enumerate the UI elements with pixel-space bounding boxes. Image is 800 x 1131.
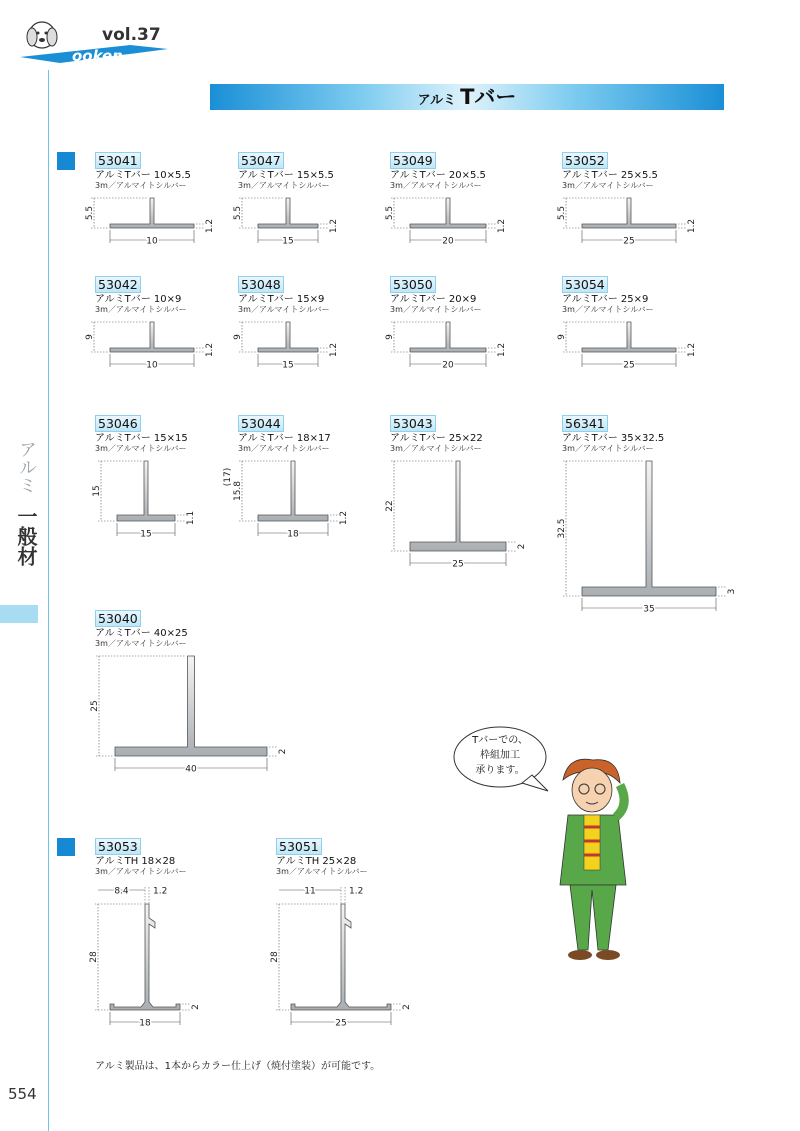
tbar-code: 53047 <box>238 152 284 169</box>
height-dimension-label: 22 <box>385 500 395 512</box>
bubble-line: 枠組加工 <box>480 750 520 761</box>
tbar-name: アルミTバー 15×5.5 <box>238 170 334 181</box>
bubble-line: 承ります。 <box>475 765 525 776</box>
width-dimension-label: 20 <box>442 236 454 247</box>
volume-label: vol.37 <box>102 25 161 45</box>
tbar-name: アルミTバー 35×32.5 <box>562 433 665 444</box>
th-code: 53053 <box>95 838 141 855</box>
bubble-line: Tバーでの、 <box>472 735 528 746</box>
th-code: 53051 <box>276 838 322 855</box>
height-dimension-label: 5.5 <box>557 205 567 221</box>
thickness-dimension-label: 1.2 <box>329 342 339 358</box>
tbar-name: アルミTバー 40×25 <box>95 628 188 639</box>
width-dimension-label: 25 <box>452 559 464 570</box>
thickness-dimension-label: 2 <box>517 543 527 550</box>
thickness-dimension-label: 1.2 <box>329 218 339 234</box>
tbar-profile <box>110 322 194 352</box>
tbar-spec: 3m／アルマイトシルバー <box>238 305 330 314</box>
tbar-spec: 3m／アルマイトシルバー <box>238 444 330 453</box>
tbar-diagram <box>556 194 710 258</box>
tbar-code: 53041 <box>95 152 141 169</box>
tbar-code: 53052 <box>562 152 608 169</box>
tbar-name: アルミTバー 10×5.5 <box>95 170 191 181</box>
tbar-code: 53043 <box>390 415 436 432</box>
tbar-diagram <box>89 652 301 786</box>
top-offset-label: 8.4 <box>114 886 129 897</box>
tbar-diagram <box>223 457 362 551</box>
height-dimension-label: 9 <box>385 334 395 340</box>
tbar-code: 53050 <box>390 276 436 293</box>
section-marker-th <box>57 838 75 856</box>
tbar-profile <box>258 461 328 521</box>
tbar-spec: 3m／アルマイトシルバー <box>390 181 482 190</box>
tbar-spec: 3m／アルマイトシルバー <box>390 305 482 314</box>
brand-name: ooken <box>72 47 123 65</box>
tbar-profile <box>410 198 486 228</box>
tbar-profile <box>582 322 676 352</box>
tbar-diagram <box>384 194 520 258</box>
thickness-dimension-label: 1.2 <box>687 342 697 358</box>
height-dimension-label: 9 <box>85 334 95 340</box>
tbar-name: アルミTバー 25×22 <box>390 433 483 444</box>
side-label-aluminum: アルミ <box>16 440 37 494</box>
tbar-diagram <box>91 457 209 551</box>
side-label-general: 一般材 <box>14 506 38 566</box>
title-large: Tバー <box>460 85 517 109</box>
thickness-dimension-label: 2 <box>278 748 288 755</box>
th-diagram <box>271 880 411 1040</box>
tbar-code: 56341 <box>562 415 608 432</box>
tbar-diagram <box>232 194 352 258</box>
tbar-name: アルミTバー 20×9 <box>390 294 477 305</box>
height-dimension-label: 25 <box>90 700 100 712</box>
th-diagram <box>90 880 230 1040</box>
tbar-name: アルミTバー 15×15 <box>95 433 188 444</box>
mascot-illustration <box>548 755 638 965</box>
top-offset-label: 11 <box>304 886 316 897</box>
tbar-spec: 3m／アルマイトシルバー <box>95 181 187 190</box>
tbar-name: アルミTバー 20×5.5 <box>390 170 486 181</box>
tbar-profile <box>258 322 318 352</box>
width-dimension-label: 15 <box>140 529 152 540</box>
footnote: アルミ製品は、1本からカラー仕上げ（焼付塗装）が可能です。 <box>95 1061 381 1072</box>
height-dimension-label: 15.8 <box>233 480 243 502</box>
height-dimension-label: 5.5 <box>385 205 395 221</box>
thickness-dimension-label: 2 <box>191 1004 201 1010</box>
tbar-profile <box>582 198 676 228</box>
tbar-code: 53048 <box>238 276 284 293</box>
width-dimension-label: 10 <box>146 236 158 247</box>
tbar-code: 53040 <box>95 610 141 627</box>
tbar-spec: 3m／アルマイトシルバー <box>95 639 187 648</box>
th-profile <box>291 904 391 1010</box>
height-dimension-label: 28 <box>89 951 99 963</box>
height-dimension-label: 28 <box>270 951 280 963</box>
thickness-dimension-label: 1.2 <box>205 218 215 234</box>
tbar-code: 53042 <box>95 276 141 293</box>
tbar-diagram <box>84 318 228 382</box>
tbar-code: 53046 <box>95 415 141 432</box>
thickness-dimension-label: 1.2 <box>339 510 349 526</box>
height-dimension-label: 5.5 <box>85 205 95 221</box>
tbar-profile <box>410 461 506 551</box>
width-dimension-label: 20 <box>442 360 454 371</box>
height-dimension-label: 9 <box>557 334 567 340</box>
thickness-dimension-label: 1.2 <box>205 342 215 358</box>
tbar-name: アルミTバー 10×9 <box>95 294 182 305</box>
tbar-profile <box>258 198 318 228</box>
tbar-code: 53054 <box>562 276 608 293</box>
tbar-code: 53049 <box>390 152 436 169</box>
thickness-dimension-label: 3 <box>727 588 737 595</box>
width-dimension-label: 18 <box>287 529 299 540</box>
tbar-profile <box>110 198 194 228</box>
width-dimension-label: 10 <box>146 360 158 371</box>
width-dimension-label: 25 <box>623 236 635 247</box>
side-tab-block <box>0 605 38 623</box>
height-dimension-label: 9 <box>233 334 243 340</box>
tbar-name: アルミTバー 25×9 <box>562 294 649 305</box>
tbar-name: アルミTバー 25×5.5 <box>562 170 658 181</box>
tbar-profile <box>117 461 175 521</box>
tbar-spec: 3m／アルマイトシルバー <box>562 444 654 453</box>
overall-height-label: (17) <box>223 467 233 487</box>
th-spec: 3m／アルマイトシルバー <box>95 867 187 876</box>
speech-bubble-text <box>452 733 548 778</box>
width-dimension-label: 40 <box>185 764 197 775</box>
section-marker-tbar <box>57 152 75 170</box>
tbar-spec: 3m／アルマイトシルバー <box>238 181 330 190</box>
tbar-diagram <box>84 194 228 258</box>
thickness-dimension-label: 2 <box>402 1004 412 1010</box>
width-dimension-label: 35 <box>643 604 655 615</box>
tbar-spec: 3m／アルマイトシルバー <box>95 444 187 453</box>
tbar-diagram <box>384 318 520 382</box>
width-dimension-label: 25 <box>335 1018 347 1029</box>
tbar-spec: 3m／アルマイトシルバー <box>562 305 654 314</box>
tbar-name: アルミTバー 15×9 <box>238 294 325 305</box>
title-small: アルミ <box>417 93 457 108</box>
th-profile <box>110 904 180 1010</box>
tbar-spec: 3m／アルマイトシルバー <box>95 305 187 314</box>
page-title <box>210 84 724 110</box>
tbar-profile <box>582 461 716 596</box>
th-name: アルミTH 25×28 <box>276 856 357 867</box>
side-category-label <box>12 440 40 571</box>
thickness-dimension-label: 1.1 <box>186 510 196 526</box>
top-thickness-label: 1.2 <box>153 886 168 897</box>
tbar-code: 53044 <box>238 415 284 432</box>
width-dimension-label: 25 <box>623 360 635 371</box>
tbar-diagram <box>556 457 750 626</box>
th-name: アルミTH 18×28 <box>95 856 176 867</box>
thickness-dimension-label: 1.2 <box>497 342 507 358</box>
thickness-dimension-label: 1.2 <box>497 218 507 234</box>
width-dimension-label: 15 <box>282 360 294 371</box>
top-thickness-label: 1.2 <box>349 886 364 897</box>
tbar-profile <box>115 656 267 756</box>
height-dimension-label: 5.5 <box>233 205 243 221</box>
tbar-spec: 3m／アルマイトシルバー <box>562 181 654 190</box>
page-number: 554 <box>8 1085 37 1103</box>
height-dimension-label: 32.5 <box>557 518 567 539</box>
tbar-profile <box>410 322 486 352</box>
width-dimension-label: 15 <box>282 236 294 247</box>
width-dimension-label: 18 <box>139 1018 151 1029</box>
height-dimension-label: 15 <box>92 485 102 497</box>
sidebar-line <box>48 70 49 1131</box>
thickness-dimension-label: 1.2 <box>687 218 697 234</box>
th-spec: 3m／アルマイトシルバー <box>276 867 368 876</box>
tbar-spec: 3m／アルマイトシルバー <box>390 444 482 453</box>
tbar-diagram <box>556 318 710 382</box>
tbar-diagram <box>384 457 540 581</box>
tbar-diagram <box>232 318 352 382</box>
tbar-name: アルミTバー 18×17 <box>238 433 331 444</box>
